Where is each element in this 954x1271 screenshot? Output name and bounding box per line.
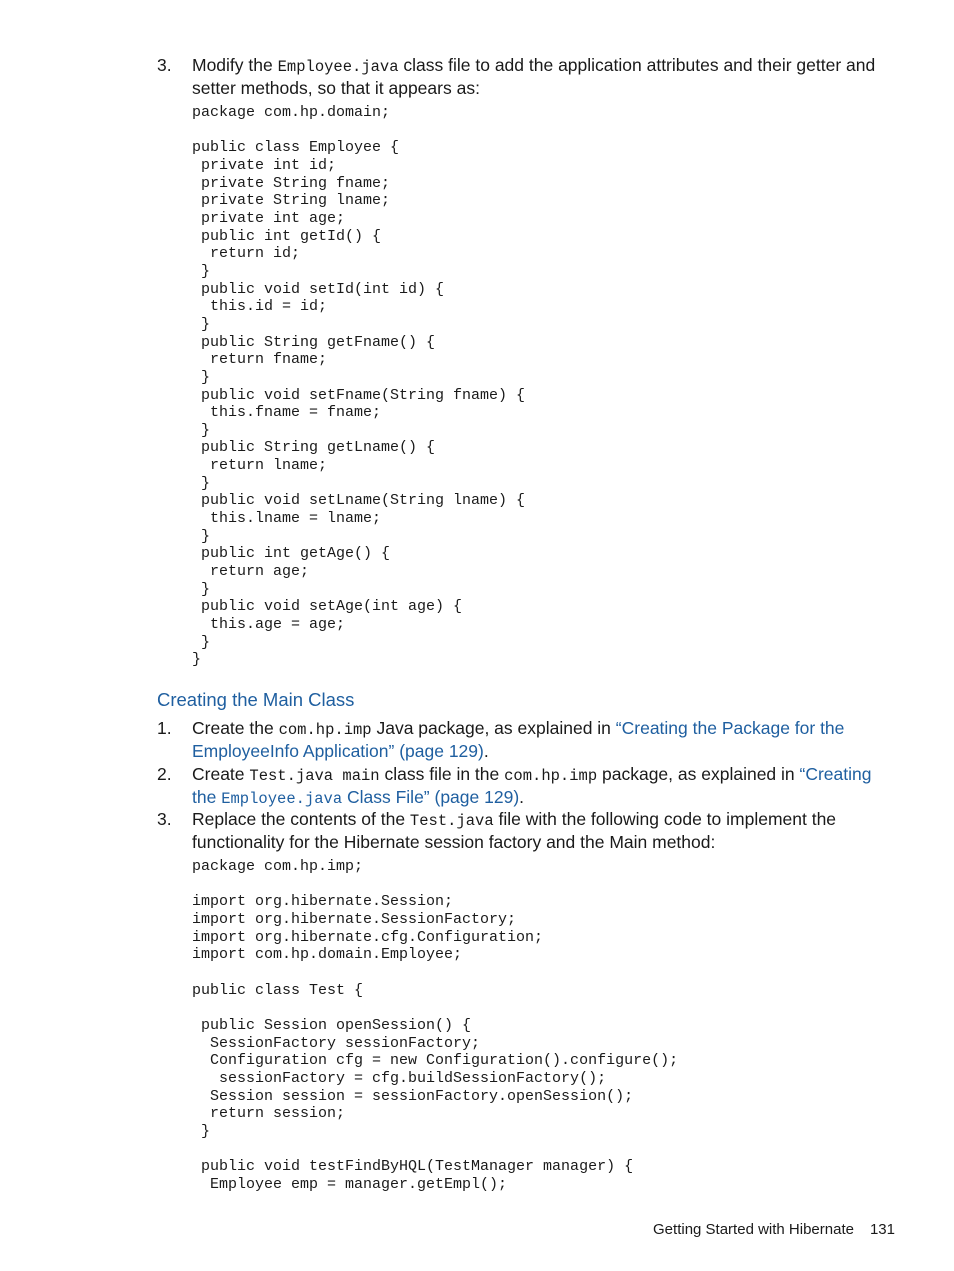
- cross-reference-link[interactable]: “Creating the Employee.java Class File” (page 129): [192, 764, 872, 808]
- inline-code: Employee.java: [277, 58, 399, 76]
- step-number: 3.: [157, 55, 172, 75]
- step-text: Modify the Employee.java class file to add the application attributes and their getter and setter methods, so that it appears as:: [192, 55, 876, 98]
- page-footer: [560, 1221, 895, 1238]
- section-heading: Creating the Main Class: [157, 689, 355, 710]
- inline-code: com.hp.imp: [278, 721, 372, 739]
- inline-code: Test.java: [409, 812, 494, 830]
- step-text: Replace the contents of the Test.java file with the following code to implement the functionality for the Hibernate session factory and the Main method:: [192, 809, 837, 852]
- step-text: Create Test.java main class file in the com.hp.imp package, as explained in “Creating the Employee.java Class File” (page 129).: [192, 764, 872, 808]
- code-block-test: package com.hp.imp; import org.hibernate.Session; import org.hibernate.SessionFactory; import org.hibernate.cfg.Configuration; import com.hp.domain.Employee; public class Test { public Session openSession() { SessionFactory sessionFactory; Configuration cfg = new Configuration().configure(); sessionFactory = cfg.buildSessionFactory(); Session session = sessionFactory.openSession(); return session; } public void testFindByHQL(TestManager manager) { Employee emp = manager.getEmpl();: [192, 858, 679, 1193]
- code-block-employee: package com.hp.domain; public class Employee { private int id; private String fname; private String lname; private int age; public int getId() { return id; } public void setId(int id) { this.id = id; } public String getFname() { return fname; } public void setFname(String fname) { this.fname = fname; } public String getLname() { return lname; } public void setLname(String lname) { this.lname = lname; } public int getAge() { return age; } public void setAge(int age) { this.age = age; } }: [192, 104, 526, 669]
- cross-reference-link[interactable]: “Creating the Package for the EmployeeInfo Application” (page 129): [192, 718, 845, 761]
- step-text: Create the com.hp.imp Java package, as explained in “Creating the Package for the EmployeeInfo Application” (page 129).: [192, 718, 845, 761]
- footer-title: Getting Started with Hibernate: [653, 1221, 854, 1238]
- step-number: 1.: [157, 718, 172, 738]
- step-number: 2.: [157, 764, 172, 784]
- inline-code: Test.java main: [249, 767, 380, 785]
- inline-code: com.hp.imp: [504, 767, 598, 785]
- page-number: 131: [869, 1221, 895, 1238]
- step-number: 3.: [157, 809, 172, 829]
